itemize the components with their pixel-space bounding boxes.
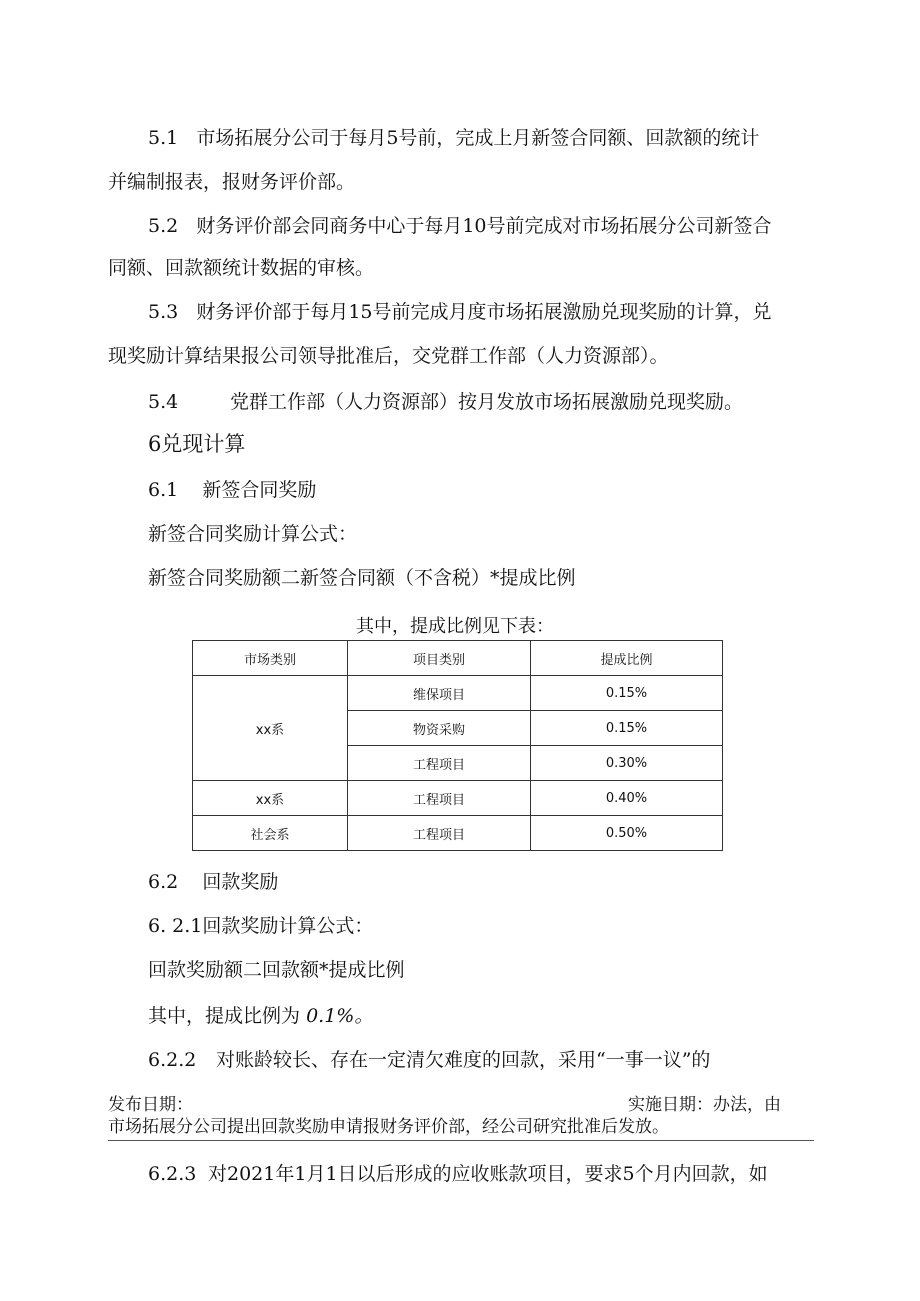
subsection-6-2-3 (148, 1162, 848, 1186)
subsection-6-2-2 (148, 1048, 848, 1072)
ratio-cell: 0.15% (531, 711, 723, 746)
table-caption: 其中，提成比例见下表： (356, 616, 554, 637)
ratio-cell: 0.15% (531, 676, 723, 711)
commission-ratio-table (192, 640, 723, 851)
section-number: 6. 2.1 (148, 915, 203, 937)
table-header-row (193, 641, 723, 676)
table-row (193, 676, 723, 711)
section-number: 6.2.3 (148, 1163, 197, 1185)
ratio-cell: 0.40% (531, 781, 723, 816)
para-5-2-line1 (148, 214, 848, 238)
subsection-title: 新签合同奖励 (202, 479, 317, 501)
implement-date-label: 实施日期：办法，由 (628, 1095, 781, 1115)
section-number: 5.4 (148, 391, 179, 413)
para-text: 对2021年1月1日以后形成的应收账款项目，要求5个月内回款，如 (208, 1163, 768, 1185)
market-cell: xx系 (193, 676, 348, 781)
para-5-2-line2: 同额、回款额统计数据的审核。 (108, 257, 375, 279)
footer-dates-row (108, 1094, 808, 1116)
section-number: 5.1 (148, 127, 179, 149)
header-market: 市场类别 (193, 641, 348, 676)
para-5-1-line1 (148, 126, 848, 150)
para-text: 市场拓展分公司于每月5号前，完成上月新签合同额、回款额的统计 (196, 127, 760, 149)
para-text: 财务评价部于每月15号前完成月度市场拓展激励兑现奖励的计算，兑 (196, 301, 772, 323)
market-cell: 社会系 (193, 816, 348, 851)
section-number: 6.2.2 (148, 1049, 197, 1071)
project-cell: 物资采购 (348, 711, 531, 746)
formula-label: 新签合同奖励计算公式： (148, 523, 358, 545)
para-text: 对账龄较长、存在一定清欠难度的回款，采用“一事一议”的 (216, 1049, 711, 1071)
project-cell: 维保项目 (348, 676, 531, 711)
para-5-1-line2: 并编制报表，报财务评价部。 (108, 171, 356, 193)
header-ratio: 提成比例 (531, 641, 723, 676)
subsection-6-1 (148, 478, 848, 502)
ratio-value: 0.1%。 (306, 1005, 374, 1027)
section-number: 5.3 (148, 301, 179, 323)
para-5-4 (148, 390, 848, 414)
section-number: 6.2 (148, 871, 179, 893)
para-5-3-line2: 现奖励计算结果报公司领导批准后，交党群工作部（人力资源部）。 (108, 345, 669, 367)
para-text: 财务评价部会同商务中心于每月10号前完成对市场拓展分公司新签合 (196, 215, 772, 237)
para-text: 党群工作部（人力资源部）按月发放市场拓展激励兑现奖励。 (230, 391, 744, 413)
formula-new-contract: 新签合同奖励额二新签合同额（不含税）*提成比例 (148, 567, 576, 589)
formula-repayment: 回款奖励额二回款额*提成比例 (148, 959, 405, 981)
table-row (193, 816, 723, 851)
subsection-title: 回款奖励 (202, 871, 279, 893)
section-number: 6.1 (148, 479, 179, 501)
header-project: 项目类别 (348, 641, 531, 676)
publish-date-label: 发布日期： (108, 1095, 193, 1115)
ratio-statement (148, 1004, 848, 1028)
project-cell: 工程项目 (348, 746, 531, 781)
subsection-6-2 (148, 870, 848, 894)
project-cell: 工程项目 (348, 781, 531, 816)
ratio-statement-text: 其中，提成比例为 (148, 1005, 301, 1027)
project-cell: 工程项目 (348, 816, 531, 851)
ratio-cell: 0.30% (531, 746, 723, 781)
ratio-cell: 0.50% (531, 816, 723, 851)
subsection-6-2-1 (148, 914, 848, 938)
section-number: 5.2 (148, 215, 179, 237)
footer-divider (108, 1140, 814, 1141)
table-row (193, 781, 723, 816)
subsection-title: 回款奖励计算公式： (202, 915, 374, 937)
para-5-3-line1 (148, 300, 848, 324)
market-cell: xx系 (193, 781, 348, 816)
footer-continuation: 市场拓展分公司提出回款奖励申请报财务评价部，经公司研究批准后发放。 (108, 1117, 669, 1137)
section-heading-6: 6兑现计算 (148, 432, 246, 456)
